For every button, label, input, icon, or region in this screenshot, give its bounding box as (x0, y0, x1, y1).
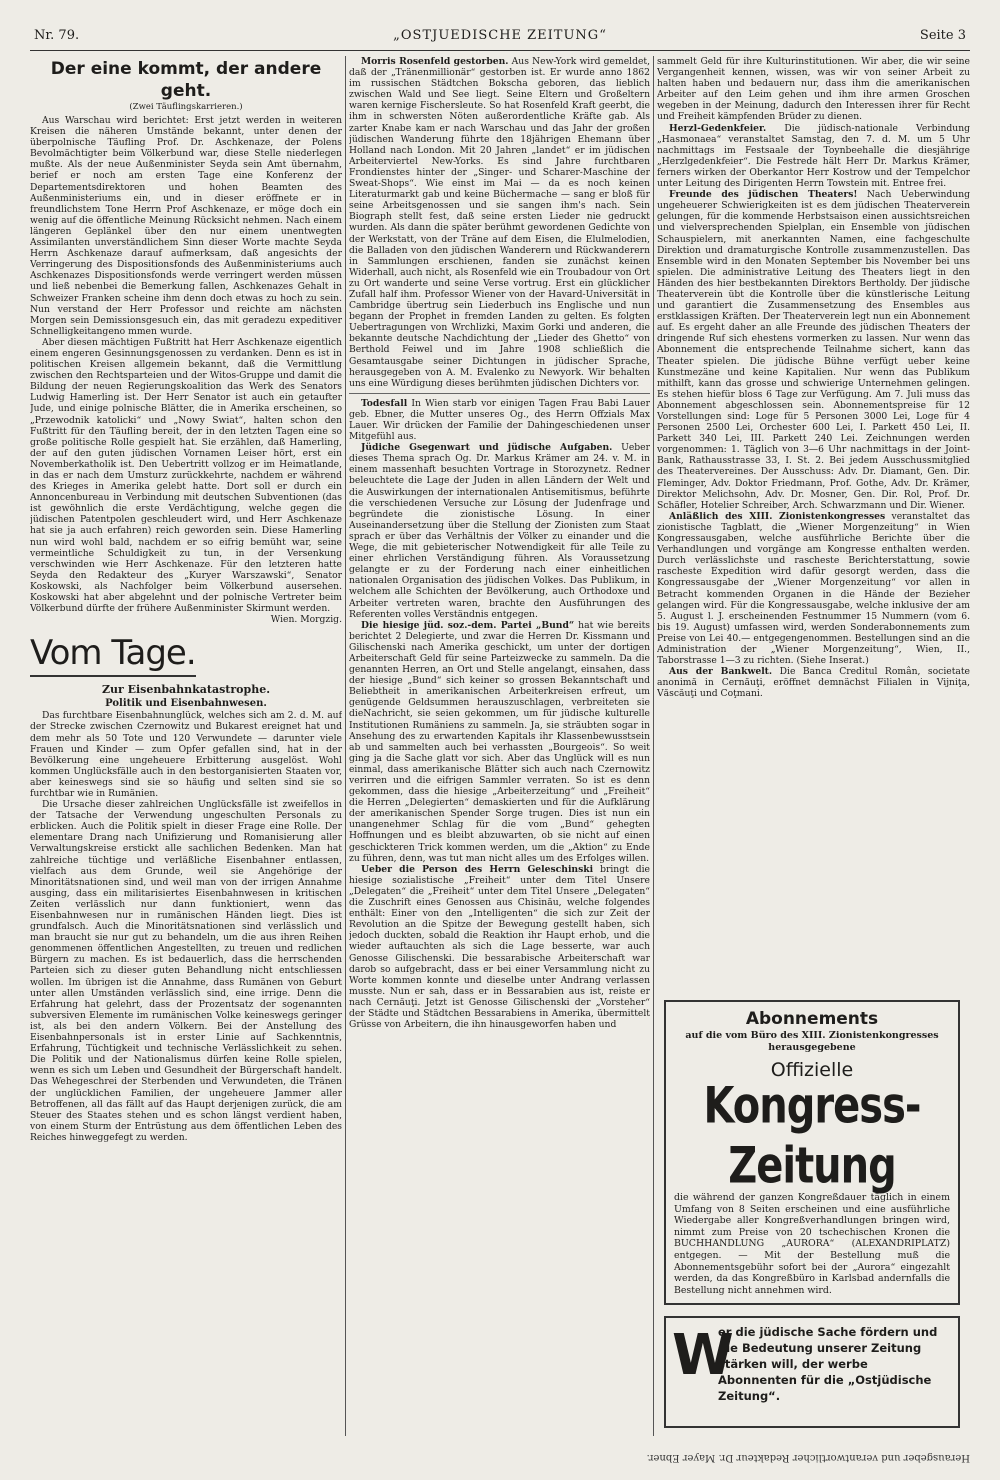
news-item (657, 123, 970, 190)
page-header (34, 24, 966, 48)
news-item-title: Morris Rosenfeld gestorben. (361, 56, 509, 67)
news-item-title: Anläßlich des XIII. Zionistenkongresses (669, 510, 886, 522)
news-item (349, 398, 650, 442)
article-paragraph: Aus Warschau wird berichtet: Erst jetzt werden in weiteren Kreisen die näheren Umstände bekannt, unter denen der überpolnische Täufling Prof. Dr. Aschkenaze, der Polens Bevolmächtigter beim Völkerbund war, diese Stelle niederlegen mußte. Als der neue Außenminister Seyda sein Amt übernahm, berief er noch am ersten Tage eine Konferenz der Departementsdirektoren und hohen Beamten des Außenministeriums ein, und in dieser eröffnete er in freundlichstem Tone Herrn Prof Aschkenaze, er möge doch ein wenig auf die öffentliche Meinung Rücksicht nehmen. Nach einem längeren Geplänkel über den nur einem unentwegten Assimilanten unverständlichem Sinn dieser Worte machte Seyda Herrn Aschkenaze darauf aufmerksam, daß angesichts der Verringerung des Dispositionsfonds des Außenministeriums auch Aschkenazes Dispositionsfonds werde verringert werden müssen und ließ nebenbei die Bemerkung fallen, Aschkenazes Gehalt in Schweizer Franken scheine ihm denn doch etwas zu hoch zu sein. Nun verstand der Herr Professor und reichte am nächsten Morgen sein Demissionsgesuch ein, das mit geradezu expeditiver Schnelligkeitangeno mmen wurde. (30, 115, 342, 337)
header-rule (30, 50, 970, 51)
news-item-title: Jüdiche Gsegenwart und jüdische Aufgaben. (361, 442, 613, 454)
newspaper-name: „OSTJUEDISCHE ZEITUNG“ (393, 28, 607, 43)
news-item (349, 620, 650, 864)
article-paragraph: Aber diesen mächtigen Fußtritt hat Herr Aschkenaze eigentlich einem engeren Gesinnungsgenossen zu verdanken. Denn es ist in politischen Kreisen allgemein bekannt, daß die Vermittlung zwischen den Rechtsparteien und der Witos-Gruppe und damit die Bildung der neuen Regierungskoalition das Werk des Senators Ludwig Hamerling ist. Der Herr Senator ist auch ein getaufter Jude, und einige polnische Blätter, die in Amerika erscheinen, so „Przewodnik katolicki“ und „Nowy Swiat“, halten schon den Fußtritt für den Täufling bereit, der in den letzten Tagen eine so große politische Rolle gespielt hat. Sie erzählen, daß Hamerling, der auf den guten jüdischen Vornamen Leiser hört, erst ein Novemberkatholik ist. Den Uebertritt vollzog er im Heimatlande, in das er nach dem Umsturz zurückkehrte, nachdem er während des Krieges in Amerika gelebt hatte. Dort soll er durch ein Annoncenbureau in Verbindung mit deutschen Subventionen (das ist gewöhnlich die erste Verdächtigung, welche gegen die jüdischen Patentpolen geschleudert wird, und Herr Aschkenaze hat sie ja auch erfahren) reich geworden sein. Diese Hamerling nun wird wohl bald, nachdem er so eifrig bemüht war, seine vermeintliche Schuldigkeit zu tun, in der Versenkung verschwinden wie Herr Aschkenaze. Für den letzteren hatte Seyda den Redakteur des „Kuryer Warszawski“, Senator Koskowski, als Nachfolger beim Völkerbund ausersehen. Koskowski hat aber abgelehnt und der polnische Vertreter beim Völkerbund dürfte der frühere Außenminister Skirmunt werden. (30, 336, 342, 615)
news-item-title: Herzl-Gedenkfeier. (669, 122, 767, 134)
column-1 (30, 56, 342, 1436)
news-item-title: Todesfall (361, 397, 408, 409)
column-divider (345, 56, 346, 1436)
news-item (657, 666, 970, 699)
column-divider (653, 56, 654, 1436)
ad-title: Abonnements (745, 1009, 879, 1029)
news-item (349, 864, 650, 1030)
news-item (349, 56, 650, 389)
column-2 (349, 56, 650, 1436)
ad-line: auf die vom Büro des XIII. Zionistenkongresses herausgegebene (685, 1030, 939, 1053)
section-title: Vom Tage. (30, 631, 196, 677)
article-headline: Zur Eisenbahnkatastrophe. (101, 683, 271, 697)
news-item-text: Die jüdisch-nationale Verbindung „Hasmonaea“ veranstaltet Samstag, den 7. d. M. um 5 Uhr nachmittags im Festsaale der Toynbeehalle die diesjährige „Herzlgedenkfeier“. Die Festrede hält Herr Dr. Markus Krämer, ferners wirken der Oberkantor Herr Kostrow und der Tempelchor unter Leitung des Dirigenten Herrn Towstein mit. Entree frei. (657, 122, 970, 190)
article-headline: Der eine kommt, der andere geht. (50, 59, 322, 101)
continued-text: sammelt Geld für ihre Kulturinstitutionen. Wir aber, die wir seine Vergangenheit kennen, wissen, was wir von seiner Arbeit zu halten haben und bedauern nur, dass ihm die amerikanischen Arbeiter auf den Leim gehen und ihm ihre armen Groschen wegeben in der Meinung, dadurch den Interessen ihrer für Recht und Freiheit kämpfenden Brüder zu dienen. (657, 56, 970, 123)
ad-text: er die jüdische Sache fördern und die Bedeutung unserer Zeitung stärken will, der werbe Abonnenten für die „Ostjüdische Zeitung“. (718, 1325, 938, 1403)
news-item-title: Die hiesige jüd. soz.-dem. Partei „Bund“ (361, 619, 575, 631)
issue-number: Nr. 79. (34, 28, 80, 43)
news-item (657, 511, 970, 666)
advertisement-subscribers (664, 1316, 960, 1428)
news-item-text: veranstaltet das zionistische Tagblatt, die „Wiener Morgenzeitung“ in Wien Kongressausgaben, welche ausführliche Berichte über die Verhandlungen und vorgänge am Kongresse enthalten werden. Durch verlässlichste und rascheste Berichterstattung, sowie rascheste Expedition wird dafür gesorgt werden, dass die Kongressausgabe der „Wiener Morgenzeitung“ vor allen in Betracht kommenden Organen in die Hände der Bezieher gelangen wird. Für die Kongressausgabe, welche inklusive der am 5. August l. J. erscheinenden Festnummer 15 Nummern (vom 6. bis 19. August) umfassen wird, werden Sonderabonnements zum Preise von Lei 40.— entgegengenommen. Bestellungen sind an die Administration der „Wiener Morgenzeitung“, Wien, II., Taborstrasse 1—3 zu richten. (Siehe Inserat.) (657, 510, 970, 667)
news-item-text: Die Banca Creditul Român, societate anonimă in Cernăuţi, eröffnet demnächst Filialen in Vijniţa, Văscăuţi und Coţmani. (657, 666, 970, 700)
news-item-text: Ueber dieses Thema sprach Og. Dr. Markus Krämer am 24. v. M. in einem massenhaft besuchten Vortrage in Storozynetz. Redner beleuchtete die Lage der Juden in allen Ländern der Welt und die Auswirkungen der internationalen Antisemitismus, beführte die verschiedenen Versuche zur Lösung der Judenfrage und begründete die zionistische Lösung. In einer Auseinandersetzung über die Stellung der Zionisten zum Staat sprach er über das Verhältnis der Völker zu einander und die Wege, die mit gebieterischer Notwendigkeit für alle Teile zu einer ehrlichen Verständigung führen. Als Voraussetzung gelangte er zu der Forderung nach einer einheitlichen nationalen Organisation des jüdischen Volkes. Das Publikum, in welchem alle Schichten der Bevölkerung, auch Orthodoxe und Arbeiter vertreten waren, brachte den Ausführungen des Referenten volles Verständnis entgegen. (349, 442, 650, 620)
article-subtitle: (Zwei Täuflingskarrieren.) (129, 102, 243, 112)
ad-body: die während der ganzen Kongreßdauer täglich in einem Umfang von 8 Seiten erscheinen und eine ausführliche Wiedergabe aller Kongreßverhandlungen bringen wird, nimmt zum Preise von 20 tschechischen Kronen die BUCHHANDLUNG „AURORA“ (ALEXANDRIPLATZ) entgegen. — Mit der Bestellung muß die Abonnementsgebühr sofort bei der „Aurora“ eingezahlt werden, da das Kongreßbüro in Karlsbad andernfalls die Bestellung nicht annehmen wird. (674, 1192, 950, 1296)
news-item (657, 189, 970, 511)
article-paragraph: Die Ursache dieser zahlreichen Unglücksfälle ist zweifellos in der Tatsache der Verwendung ungeschulten Personals zu erblicken. Auch die Politik spielt in dieser Frage eine Rolle. Der elementare Drang nach Unifizierung und Romanisierung aller Verwaltungskreise erstickt alle sachlichen Bedenken. Man hat zahlreiche tüchtige und verläßliche Eisenbahner entlassen, vielfach aus dem Grunde, weil sie Angehörige der Minoritätsnationen sind, und weil man von der irrigen Annahme ausging, dass ein militarisiertes Eisenbahnwesen in kritischen Zeiten verlässlich nur dann funktioniert, wenn das Eisenbahnwesen nur in rumänischen Händen liegt. Dies ist grundfalsch. Auch die Minoritätsnationen sind verlässlich und man braucht sie nur gut zu behandeln, um die aus ihren Reihen genommenen öffentlichen Angestellten, zu treuen und redlichen Bürgern zu machen. Es ist bedauerlich, dass die herrschenden Parteien sich zu dieser guten Behandlung nicht entschliessen wollen. Im übrigen ist die Annahme, dass Rumänen von Geburt unter allen Umständen verlässlich sind, eine irrige. Denn die Erfahrung hat gelehrt, dass der Prozentsatz der sogenannten subversiven Elemente im rumänischen Volke keineswegs geringer ist, als bei den andern Völkern. Bei der Anstellung des Eisenbahnpersonals ist in erster Linie auf Sachkenntnis, Erfahrung, Tüchtigkeit und technische Verlässlichkeit zu sehen. Die Politik und der Nationalismus dürfen keine Rolle spielen, wenn es sich um Leben und Gesundheit der Bürgerschaft handelt. Das Wehegeschrei der Sterbenden und Verwundeten, die Tränen der unglücklichen Familien, der ungeheuere Jammer aller Betroffenen, all das fällt auf das Haupt derjenigen zurück, die am Steuer des Staates stehen und es schon längst verdient haben, von einem Sturm der Entrüstung aus dem öffentlichen Leben des Reiches hinweggefegt zu werden. (30, 799, 342, 1143)
news-item-text: Nach Ueberwindung ungeheuerer Schwierigkeiten ist es dem jüdischen Theaterverein gelungen, für die kommende Herbstsaison einen aussichtsreichen und vielversprechenden Spielplan, ein Ensemble von jüdischen Schauspielern, mit anerkannten Namen, eine fachgeschulte Direktion und dramaturgische Kontrolle zusammenzustellen. Das Ensemble wird in den Monaten September bis November bei uns spielen. Die administrative Leitung des Theaters liegt in den Händen des hier bestbekannten Direktors Bertholdy. Der jüdische Theaterverein übt die Kontrolle über die künstlerische Leitung und garantiert die Zusammensetzung des Ensembles aus erstklassigen Kräften. Der Theaterverein legt nun ein Abonnement auf. Es ergeht daher an alle Freunde des jüdischen Theaters der dringende Ruf sich ehestens vormerken zu lassen. Nur wenn das Abonnement die entsprechende Teilnahme sichert, kann das Theater spielen. Die jüdische Bühne verfügt ueber keine Kunstmezäne und keine Kapitalien. Nur wenn das Publikum mithilft, kann das grosse und schwierige Unternehmen gelingen. Es stehen hiefür bloss 6 Tage zur Verfügung. Am 7. Juli muss das Abonnement abgeschlossen sein. Abonnementspreise für 12 Vorstellungen sind: Loge für 5 Personen 3000 Lei, Loge für 4 Personen 2500 Lei, Orchester 600 Lei, I. Parkett 450 Lei, II. Parkett 340 Lei, III. Parkett 240 Lei. Zeichnungen werden vorgenommen: 1. Täglich von 3—6 Uhr nachmittags in der Joint-Bank, Rathausstrasse 33, I. St. 2. Bei jedem Ausschussmitglied des Theatervereines. Der Ausschuss: Adv. Dr. Diamant, Gen. Dir. Fleminger, Adv. Doktor Friedmann, Prof. Gothe, Adv. Dr. Krämer, Direktor Melichsohn, Adv. Dr. Mosner, Gen. Dir. Rol, Prof. Dr. Schäfler, Hotelier Schreiber, Arch. Schwarzmann und Dir. Wiener. (657, 189, 970, 511)
imprint-footer: Herausgeber und verantwortlicher Redakteur Dr. Mayer Ebner. (646, 1452, 970, 1463)
article-signature: Wien. Morgzig. (270, 614, 342, 626)
news-item-title: Freunde des jüdischen Theaters! (669, 189, 858, 201)
news-item (349, 442, 650, 620)
ad-big-title: Kongress-Zeitung (703, 1077, 921, 1195)
news-item-text: Aus New-York wird gemeldet, daß der „Tränenmillionär“ gestorben ist. Er wurde anno 1862 im russischen Städtchen Bokscha geboren, das lieblich zwischen Wald und See liegt. Seine Eltern und Großeltern waren kernige Fischersleute. So hat Rosenfeld Kraft geerbt, die ihm in schwersten Nöten außerordentliche Kräfte gab. Als zarter Knabe kam er nach Warschau und das Jahr der großen jüdischen Wanderung führte den 18jährigen Ehemann über Holland nach London. Mit 20 Jahren „landet“ er im jüdischen Arbeiterviertel New-Yorks. Es sind Jahre furchtbaren Frondienstes hinter der „Singer- und Scharer-Maschine der Sweat-Shops“. Wie einst im Mai — da es noch keinen Literaturmarkt gab und keine Büchermache — sang er bloß für seine Arbeitsgenossen und sie sangen ihm's nach. Sein Biograph stellt fest, daß seine ersten Lieder nie gedruckt wurden. Als dann die später berühmt gewordenen Gedichte von der Werkstatt, von der Träne auf dem Eisen, die Elulmelodien, die Balladen von den jüdischen Wanderern und Rückwanderern in Sammlungen erschienen, fanden sie zunächst keinen Widerhall, auch nicht, als Rosenfeld wie ein Troubadour von Ort zu Ort wanderte und seine Verse vortrug. Erst ein glücklicher Zufall half ihm. Professor Wiener von der Havard-Universität in Cambridge übertrug sein Liederbuch ins Englische und nun begann der Prophet in fremden Landen zu gelten. Es folgten Uebertragungen von Wrchlizki, Maxim Gorki und anderen, die bekannte deutsche Nachdichtung der „Lieder des Ghetto“ von Berthold Feiwel und im Jahre 1908 schließlich die Gesamtausgabe seiner Dichtungen in jüdischer Sprache, herausgegeben von A. M. Evalenko zu Newyork. Wir behalten uns eine Würdigung dieses berühmten jüdischen Dichters vor. (349, 56, 650, 389)
ad-line: Offizielle (770, 1059, 854, 1081)
ad-initial: W (672, 1323, 734, 1388)
news-item-text: bringt die hiesige sozialistische „Freiheit“ unter dem Titel Unsere „Delegaten“ die „Freiheit“ unter dem Titel Unsere „Delegaten“ die Zuschrift eines Genossen aus Chisinău, welche folgendes enthält: Einer von den „Intelligenten“ die sich zur Zeit der Revolution an die Spitze der Bewegung gestellt haben, sich jedoch duckten, sobald die Reaktion ihr Haupt erhob, und die wieder auftauchten als sich die Lage besserte, war auch Genosse Gilischenski. Die bessarabische Arbeiterschaft war darob so aufgebracht, dass er bei einer Versammlung nicht zu Worte kommen konnte und dieselbe unter Andrang verlassen musste. Nun er sah, dass er in Bessarabien aus ist, reiste er nach Cernăuţi. Jetzt ist Genosse Gilischenski der „Vorsteher“ der Städte und Städtchen Bessarabiens in Amerika, übermittelt Grüsse von Arbeitern, die ihn hinausgeworfen haben und (349, 863, 650, 1031)
page-number: Seite 3 (919, 28, 966, 43)
news-item-text: hat wie bereits berichtet 2 Delegierte, und zwar die Herren Dr. Kissmann und Gilischenski nach Amerika geschickt, um unter der dortigen Arbeiterschaft Geld für seine Parteizwecke zu sammeln. Da die genannten Herren, an Ort und Stelle angelangt, einsahen, dass der hiesige „Bund“ sich keiner so grossen Bekanntschaft und Beliebtheit in amerikanischen Arbeiterkreisen erfreut, um genügende Geldsummen herauszuschlagen, verbreiteten sie dieNachricht, sie seien gekommen, um für jüdische kulturelle Institutionen Rumäniens zu sammeln. Ja, sie sträubten sogar in Ansehung des zu erwartenden Kapitals ihr Klassenbewusstsein ab und sammelten auch bei verhassten „Bourgeois“. So weit ging ja die Sache glatt vor sich. Aber das Unglück will es nun einmal, dass amerikanische Blätter sich auch nach Czernowitz verirren und die eifrigen Sammler verraten. So ist es denn gekommen, dass die hiesige „Arbeiterzeitung“ und „Freiheit“ die Herren „Delegierten“ demaskierten und für die Aufklärung der amerikanischen Spender Sorge trugen. Dies ist nun ein unangenehmer Schlag für die vom „Bund“ gehegten Hoffnungen und es bleibt abzuwarten, ob sie nicht auf einen geschickteren Trick kommen werden, um die „Aktion“ zu Ende zu führen, denn, was tut man nicht alles um des Erfolges willen. (349, 619, 650, 864)
news-item-title: Ueber die Person des Herrn Geleschinski (361, 863, 594, 875)
news-item-text: In Wien starb vor einigen Tagen Frau Babi Lauer geb. Ebner, die Mutter unseres Og., des Herrn Offzials Max Lauer. Wir drücken der Familie der Dahingeschiedenen unser Mitgefühl aus. (349, 397, 650, 443)
article-subheadline: Politik und Eisenbahnwesen. (105, 698, 267, 710)
separator (349, 393, 650, 394)
news-item-title: Aus der Bankwelt. (669, 666, 773, 678)
article-paragraph: Das furchtbare Eisenbahnunglück, welches sich am 2. d. M. auf der Strecke zwischen Czernowitz und Bukarest ereignet hat und dem mehr als 50 Tote und 120 Verwundete — darunter viele Frauen und Kinder — zum Opfer gefallen sind, hat in der Bevölkerung eine ungeheuere Erbitterung ausgelöst. Wohl kommen Unglücksfälle auch in den bestorganisierten Staaten vor, aber keineswegs sind sie so häufig und selten sind sie so furchtbar wie in Rumänien. (30, 710, 342, 799)
advertisement-kongress-zeitung (664, 1000, 960, 1305)
